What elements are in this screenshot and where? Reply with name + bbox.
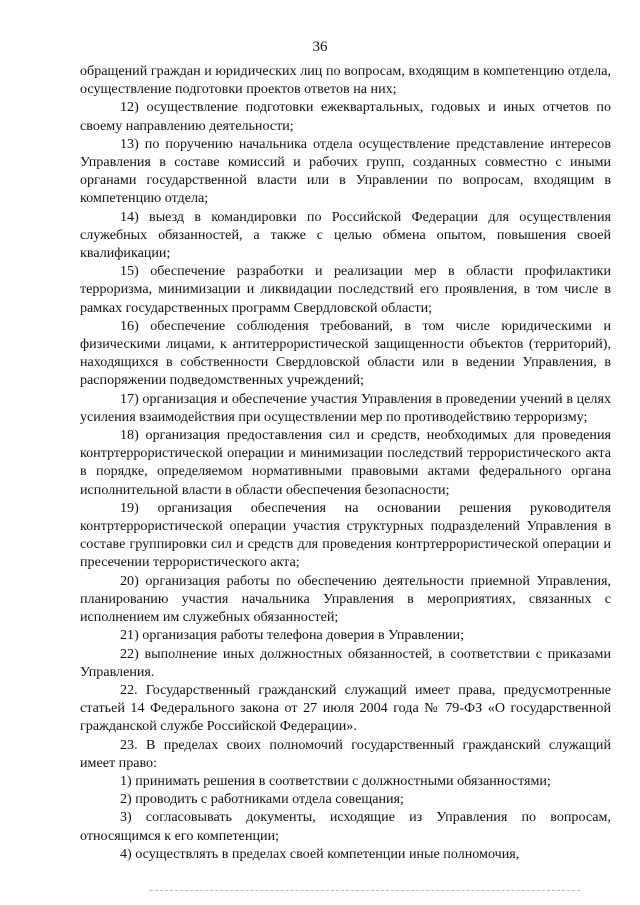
paragraph: 23. В пределах своих полномочий государственный гражданский служащий имеет право: [80,736,611,771]
paragraph: 3) согласовывать документы, исходящие из Управления по вопросам, относящимся к его компетенции; [80,809,611,844]
paragraph: 21) организация работы телефона доверия в Управлении; [120,627,465,644]
paragraph: 20) организация работы по обеспечению деятельности приемной Управления, планированию участия начальника Управления в мероприятиях, связанных с исполнением им служебных обязанностей; [80,572,611,626]
page-number: 36 [312,39,328,55]
document-body [80,62,611,863]
paragraph: 22. Государственный гражданский служащий имеет права, предусмотренные статьей 14 Федерального закона от 27 июля 2004 года № 79-ФЗ «О государственной гражданской службе Российской Федерации». [80,681,611,735]
paragraph: 4) осуществлять в пределах своей компетенции иные полномочия, [120,845,520,862]
paragraph: 13) по поручению начальника отдела осуществление представление интересов Управления в составе комиссий и рабочих групп, созданных совместно с иными органами государственной власти или в Управлении по вопросам, входящим в компетенцию отдела; [80,135,611,207]
paragraph: 16) обеспечение соблюдения требований, в том числе юридическими и физическими лицами, к антитеррористической защищенности объектов (территорий), находящихся в собственности Свердловской области или в ведении Управления, в распоряжении подведомственных учреждений; [80,317,611,389]
bottom-divider [150,890,580,891]
paragraph: 1) принимать решения в соответствии с должностными обязанностями; [120,772,551,789]
paragraph: обращений граждан и юридических лиц по вопросам, входящим в компетенцию отдела, осуществление подготовки проектов ответов на них; [80,63,611,98]
paragraph: 17) организация и обеспечение участия Управления в проведении учений в целях усиления взаимодействия при осуществлении мер по противодействию терроризму; [80,390,611,425]
paragraph: 18) организация предоставления сил и средств, необходимых для проведения контртеррористической операции и минимизации последствий террористического акта в порядке, определяемом нормативными правовыми актами федерального органа исполнительной власти в области обеспечения безопасности; [80,427,611,498]
paragraph: 12) осуществление подготовки ежеквартальных, годовых и иных отчетов по своему направлению деятельности; [80,99,611,134]
paragraph: 2) проводить с работниками отдела совещания; [120,791,404,808]
paragraph: 19) организация обеспечения на основании решения руководителя контртеррористической операции участия структурных подразделений Управления в составе группировки сил и средств для проведения контртеррористической операции и пресечении террористического акта; [80,499,611,571]
paragraph: 14) выезд в командировки по Российской Федерации для осуществления служебных обязанностей, а также с целью обмена опытом, повышения своей квалификации; [80,208,611,262]
paragraph: 15) обеспечение разработки и реализации мер в области профилактики терроризма, минимизации и ликвидации последствий его проявления, в том числе в рамках государственных программ Свердловской области; [80,263,611,316]
paragraph: 22) выполнение иных должностных обязанностей, в соответствии с приказами Управления. [80,645,611,680]
